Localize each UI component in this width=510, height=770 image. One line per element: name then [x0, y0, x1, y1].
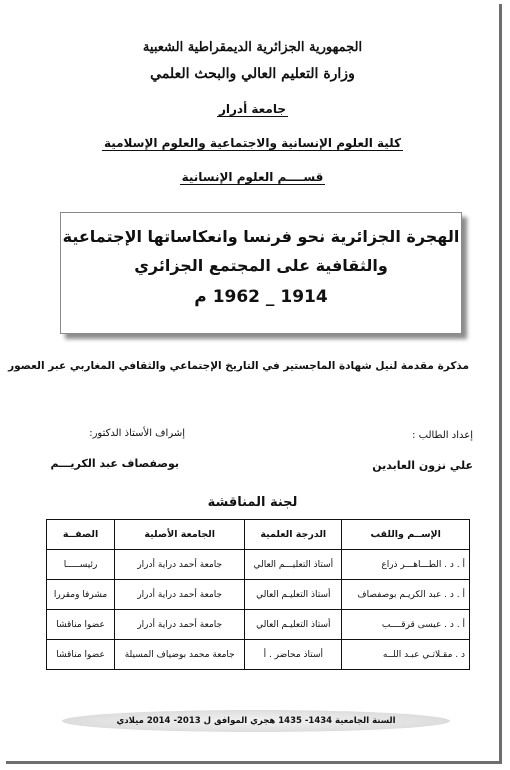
table-row: [47, 640, 470, 670]
table-row: [47, 550, 470, 580]
committee-title: لجنة المناقشة: [207, 495, 298, 510]
cell-role: رئيســـــا: [47, 550, 115, 580]
cell-rank: أستاذ التعليـــم العالي: [245, 550, 342, 580]
title-years: 1914 _ 1962 م: [194, 287, 328, 307]
academic-year-footer: السنة الجامعية 1434- 1435 هجري الموافق ل 2013- 2014 ميلادي: [62, 710, 450, 732]
table-header-row: [47, 520, 470, 550]
cell-university: جامعة أحمد دراية أدرار: [115, 610, 245, 640]
ministry-heading: وزارة التعليم العالي والبحث العلمي: [150, 66, 355, 82]
cell-university: جامعة أحمد دراية أدرار: [115, 580, 245, 610]
cell-university: جامعة أحمد دراية أدرار: [115, 550, 245, 580]
title-line-2: والثقافية على المجتمع الجزائري: [134, 256, 388, 275]
document-page: [6, 4, 502, 764]
table-row: [47, 610, 470, 640]
student-name: علي نزون العابدين: [372, 459, 473, 472]
cell-name: أ . د . الطـــاهـــر ذراع: [342, 550, 470, 580]
cell-name: د . مقـلاتـي عبـد اللــه: [342, 640, 470, 670]
title-line-1: الهجرة الجزائرية نحو فرنسا وانعكاساتها الإجتماعية: [62, 227, 460, 246]
student-label: إعداد الطالب :: [412, 430, 473, 441]
cell-rank: أستاذ التعليـم العالي: [245, 580, 342, 610]
header-university: الجامعة الأصلية: [115, 520, 245, 550]
thesis-title-box: [60, 212, 462, 334]
supervisor-label: إشراف الأستاذ الدكتور:: [89, 428, 185, 439]
cell-rank: أستاذ محاضر . أ: [245, 640, 342, 670]
university-heading: جامعة أدرار: [218, 102, 286, 116]
header-role: الصفــة: [47, 520, 115, 550]
thesis-statement: مذكرة مقدمة لنيل شهادة الماجستير في التاريخ الإجتماعي والثقافي المغاربي عبر العصور: [8, 360, 469, 372]
cell-university: جامعة محمد بوضياف المسيلة: [115, 640, 245, 670]
table-row: [47, 580, 470, 610]
republic-heading: الجمهورية الجزائرية الديمقراطية الشعبية: [142, 40, 363, 55]
cell-name: أ . د . عبد الكريـم بوصفصاف: [342, 580, 470, 610]
faculty-heading: كلية العلوم الإنسانية والاجتماعية والعلوم الإسلامية: [103, 136, 402, 150]
header-rank: الدرجة العلمية: [245, 520, 342, 550]
header-name: الإســم واللقب: [342, 520, 470, 550]
cell-role: عضوا مناقشا: [47, 640, 115, 670]
cell-role: مشرفا ومقررا: [47, 580, 115, 610]
cell-rank: أستاذ التعليـم العالي: [245, 610, 342, 640]
supervisor-name: بوصفصاف عبد الكريـــم: [50, 457, 179, 470]
jury-table: [46, 519, 470, 670]
department-heading: قســــم العلوم الإنسانية: [181, 170, 324, 184]
cell-name: أ . د . عيسى قرقــــب: [342, 610, 470, 640]
cell-role: عضوا مناقشا: [47, 610, 115, 640]
